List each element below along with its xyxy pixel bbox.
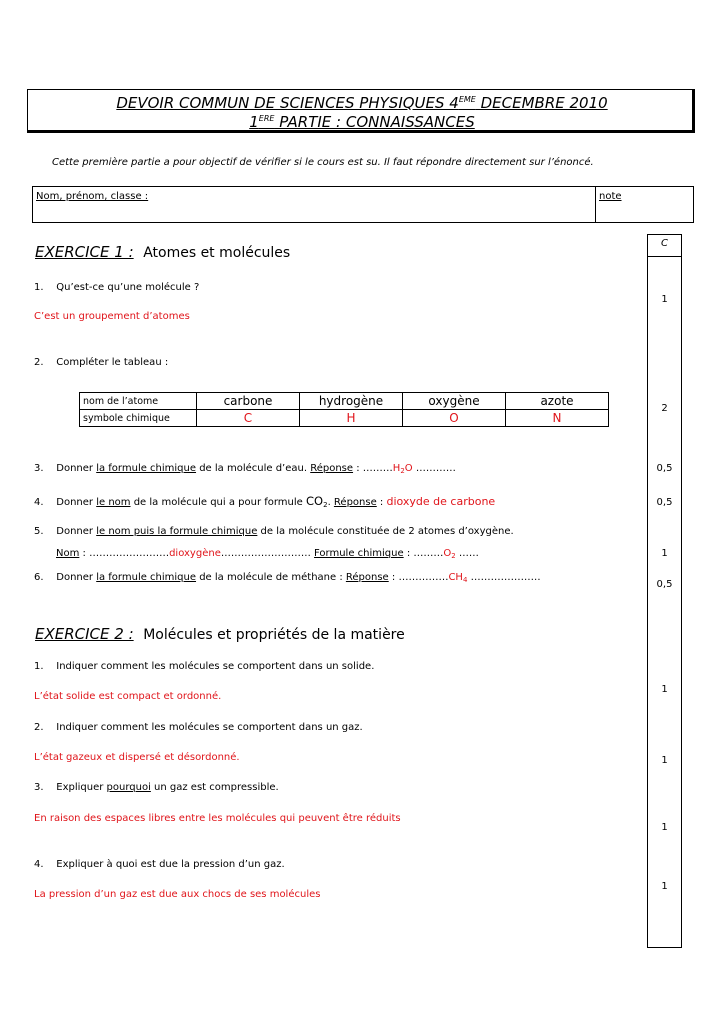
table-row <box>80 393 609 410</box>
atom-name: hydrogène <box>300 393 403 410</box>
ex1-q2-score: 2 <box>661 403 668 414</box>
atom-name: oxygène <box>403 393 506 410</box>
ex2-q4: 4. Expliquer à quoi est due la pression d’un gaz. <box>34 859 285 870</box>
note-separator <box>595 186 596 223</box>
ex2-q3-score: 1 <box>661 822 668 833</box>
ex1-q5-score: 1 <box>661 548 668 559</box>
atom-symbol: C <box>197 410 300 427</box>
ex1-q4: 4. Donner le nom de la molécule qui a pour formule $CO_2$. Réponse : dioxyde de carbone <box>34 494 496 509</box>
ex1-q1-answer: C’est un groupement d’atomes <box>34 311 190 322</box>
note-label: note <box>599 191 622 202</box>
ex1-q2: 2. Compléter le tableau : <box>34 357 169 368</box>
ex2-q3-answer: En raison des espaces libres entre les molécules qui peuvent être réduits <box>34 813 401 824</box>
intro-text: Cette première partie a pour objectif de vérifier si le cours est su. Il faut répondre directement sur l’énoncé. <box>52 157 594 168</box>
atoms-table <box>79 392 609 427</box>
atom-symbol: N <box>506 410 609 427</box>
score-header-divider <box>647 256 682 257</box>
atom-name: azote <box>506 393 609 410</box>
exam-part-title: 1ERE PARTIE : CONNAISSANCES <box>249 113 475 131</box>
ex2-q1: 1. Indiquer comment les molécules se comportent dans un solide. <box>34 661 375 672</box>
table-row <box>80 410 609 427</box>
atom-symbol: H <box>300 410 403 427</box>
ex1-q1-score: 1 <box>661 294 668 305</box>
score-column <box>647 234 682 948</box>
ex1-q5: 5. Donner le nom puis la formule chimique de la molécule constituée de 2 atomes d’oxygène. <box>34 526 514 537</box>
ex2-q2: 2. Indiquer comment les molécules se comportent dans un gaz. <box>34 722 363 733</box>
ex1-q6: 6. Donner la formule chimique de la molécule de méthane : Réponse : $\dots\dots\dots\dots\dots CH_4$ ………………… <box>34 572 541 584</box>
ex1-q1: 1. Qu’est-ce qu’une molécule ? <box>34 282 200 293</box>
exercise2-heading: EXERCICE 2 : Molécules et propriétés de la matière <box>35 625 405 643</box>
ex2-q2-answer: L’état gazeux et dispersé et désordonné. <box>34 752 240 763</box>
ex2-q4-answer: La pression d’un gaz est due aux chocs de ses molécules <box>34 889 321 900</box>
score-header: C <box>661 238 668 249</box>
atom-name: carbone <box>197 393 300 410</box>
ex1-q6-score: 0,5 <box>656 579 673 590</box>
row-label-symbol: symbole chimique <box>80 410 197 427</box>
name-label: Nom, prénom, classe : <box>36 191 149 202</box>
title-box <box>27 89 695 133</box>
exam-title: DEVOIR COMMUN DE SCIENCES PHYSIQUES 4EME DECEMBRE 2010 <box>116 94 608 112</box>
ex1-q3-score: 0,5 <box>656 463 673 474</box>
exercise1-heading: EXERCICE 1 : Atomes et molécules <box>35 243 291 261</box>
ex2-q4-score: 1 <box>661 881 668 892</box>
ex1-q5-answer-line: Nom : ……………………dioxygène……………………… Formule chimique : $\dots\dots\dots O_2$ …… <box>56 548 479 560</box>
ex1-q4-score: 0,5 <box>656 497 673 508</box>
atom-symbol: O <box>403 410 506 427</box>
ex1-q3: 3. Donner la formule chimique de la molécule d’eau. Réponse : $\dots\dots\dots H_2O$ ………… <box>34 463 456 475</box>
ex2-q1-answer: L’état solide est compact et ordonné. <box>34 691 222 702</box>
row-label-name: nom de l’atome <box>80 393 197 410</box>
ex2-q2-score: 1 <box>661 755 668 766</box>
ex2-q3: 3. Expliquer pourquoi un gaz est compressible. <box>34 782 279 793</box>
ex2-q1-score: 1 <box>661 684 668 695</box>
